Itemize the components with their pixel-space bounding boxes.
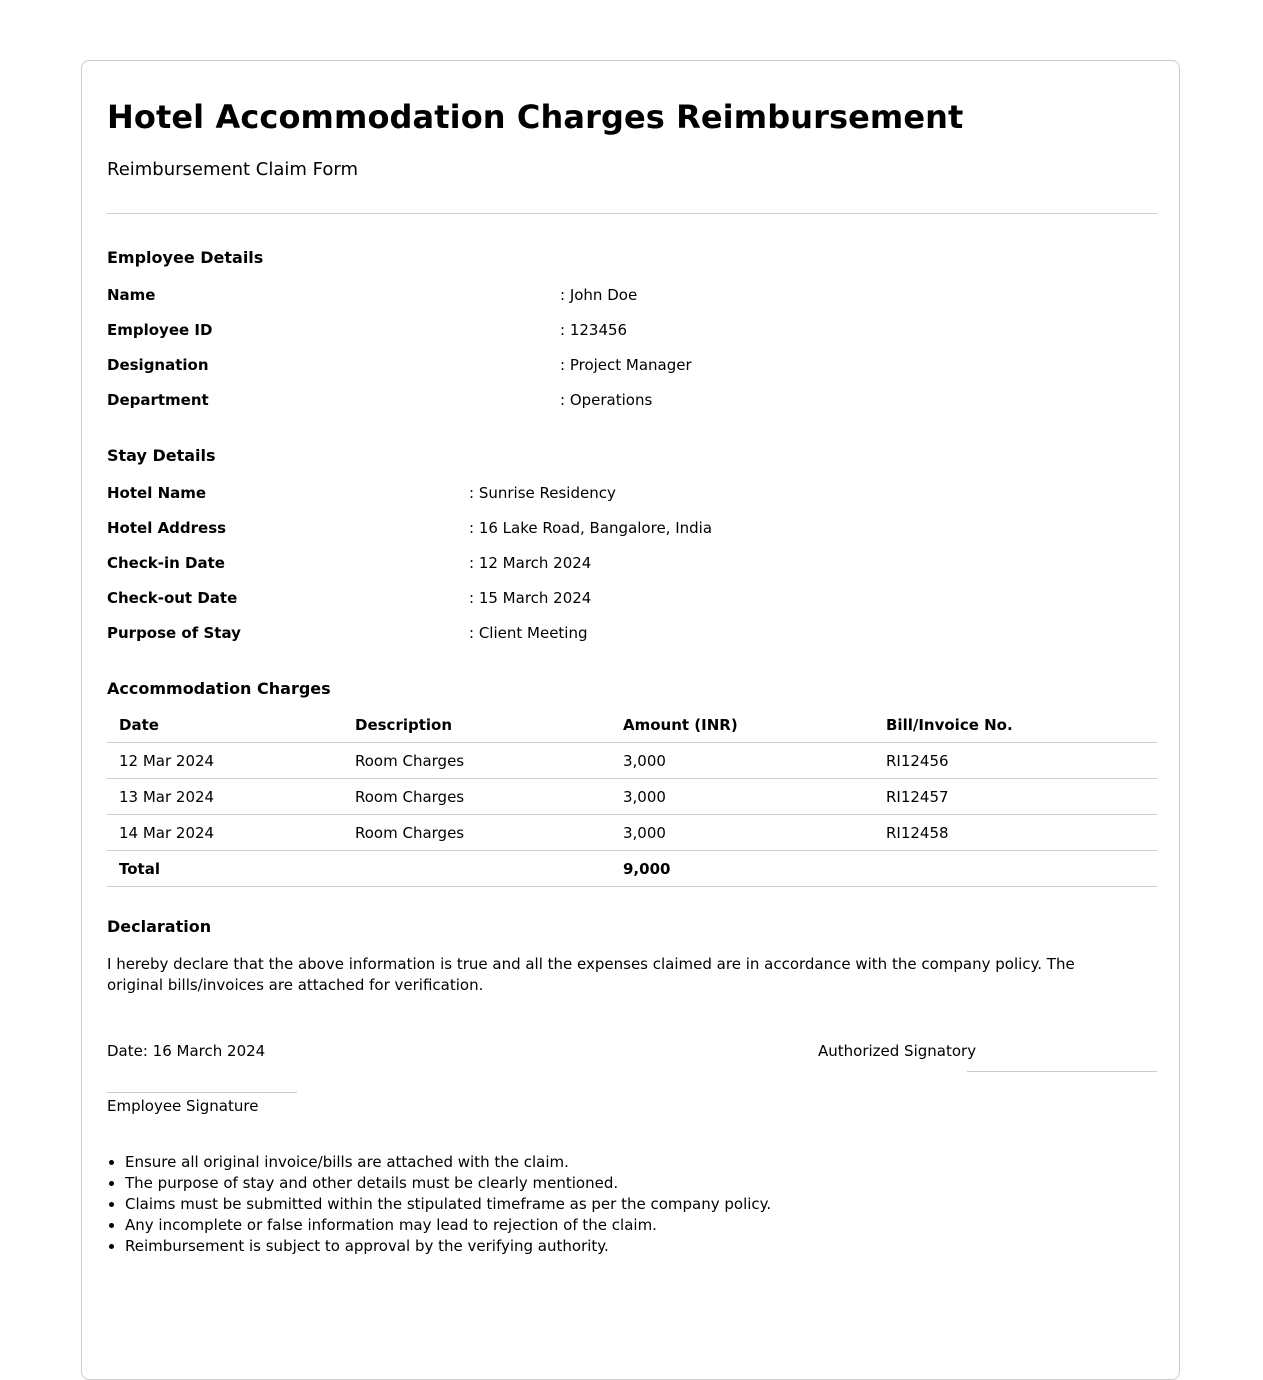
- declaration-section-title: Declaration: [107, 917, 212, 936]
- field-value: : 16 Lake Road, Bangalore, India: [469, 518, 712, 538]
- notes-list: [107, 1152, 771, 1257]
- table-cell: [874, 851, 1157, 887]
- list-item: • Reimbursement is subject to approval by the verifying authority.: [125, 1236, 771, 1257]
- table-total-row: [107, 851, 1157, 887]
- field-value: : Client Meeting: [469, 623, 588, 643]
- list-item: • Ensure all original invoice/bills are attached with the claim.: [125, 1152, 771, 1173]
- employee-section-title: Employee Details: [107, 248, 264, 267]
- total-amount: 9,000: [611, 851, 874, 887]
- table-row: [107, 815, 1157, 851]
- field-label: Employee ID: [107, 321, 213, 339]
- declaration-text: I hereby declare that the above information is true and all the expenses claimed are in accordance with the company policy. The original bills/invoices are attached for verification.: [107, 955, 1075, 994]
- field-value: : 12 March 2024: [469, 553, 591, 573]
- field-value: : Project Manager: [560, 355, 692, 375]
- field-value: : 15 March 2024: [469, 588, 591, 608]
- list-item: • Claims must be submitted within the stipulated timeframe as per the company policy.: [125, 1194, 771, 1215]
- table-cell: 3,000: [611, 815, 874, 851]
- employee-signature-line: [107, 1092, 297, 1093]
- column-header: Date: [107, 707, 343, 743]
- authorized-signature-line: [967, 1071, 1157, 1072]
- table-row: [107, 779, 1157, 815]
- table-cell: RI12457: [874, 779, 1157, 815]
- table-cell: Room Charges: [343, 743, 611, 779]
- charges-section-title: Accommodation Charges: [107, 679, 331, 698]
- field-label: Check-out Date: [107, 589, 238, 607]
- list-item: • Any incomplete or false information may lead to rejection of the claim.: [125, 1215, 771, 1236]
- table-cell: RI12458: [874, 815, 1157, 851]
- table-cell: 14 Mar 2024: [107, 815, 343, 851]
- field-label: Designation: [107, 356, 209, 374]
- table-cell: Room Charges: [343, 779, 611, 815]
- table-header-row: [107, 707, 1157, 743]
- table-row: [107, 743, 1157, 779]
- table-cell: 12 Mar 2024: [107, 743, 343, 779]
- field-label: Department: [107, 391, 209, 409]
- field-label: Hotel Name: [107, 484, 207, 502]
- field-label: Purpose of Stay: [107, 624, 241, 642]
- field-label: Hotel Address: [107, 519, 227, 537]
- page-title: Hotel Accommodation Charges Reimbursement: [107, 98, 964, 136]
- page-subtitle: Reimbursement Claim Form: [107, 159, 358, 180]
- stay-section-title: Stay Details: [107, 446, 216, 465]
- field-label: Check-in Date: [107, 554, 225, 572]
- table-cell: Room Charges: [343, 815, 611, 851]
- claim-form-card: [81, 60, 1180, 1380]
- authorized-signatory-label: Authorized Signatory: [818, 1042, 977, 1060]
- list-item: • The purpose of stay and other details must be clearly mentioned.: [125, 1173, 771, 1194]
- header-divider: [107, 213, 1157, 214]
- field-value: : Operations: [560, 390, 652, 410]
- table-cell: RI12456: [874, 743, 1157, 779]
- employee-signature-label: Employee Signature: [107, 1097, 259, 1115]
- total-label: Total: [107, 851, 343, 887]
- declaration-date: Date: 16 March 2024: [107, 1042, 266, 1060]
- table-cell: 3,000: [611, 779, 874, 815]
- table-cell: [343, 851, 611, 887]
- table-cell: 3,000: [611, 743, 874, 779]
- table-cell: 13 Mar 2024: [107, 779, 343, 815]
- field-value: : Sunrise Residency: [469, 483, 616, 503]
- field-label: Name: [107, 286, 156, 304]
- column-header: Amount (INR): [611, 707, 874, 743]
- column-header: Description: [343, 707, 611, 743]
- field-value: : John Doe: [560, 285, 637, 305]
- field-value: : 123456: [560, 320, 627, 340]
- charges-table: [107, 707, 1157, 887]
- column-header: Bill/Invoice No.: [874, 707, 1157, 743]
